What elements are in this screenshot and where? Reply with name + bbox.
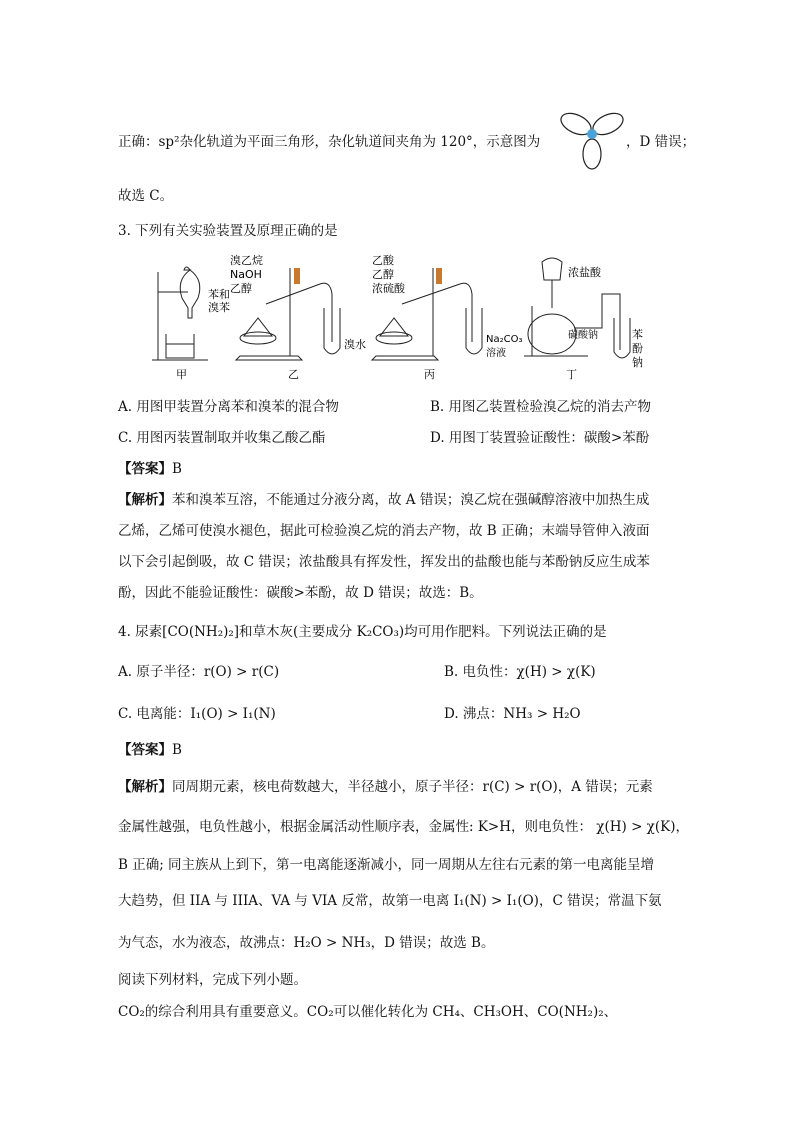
material-text: CO₂的综合利用具有重要意义。CO₂可以催化转化为 CH₄、CH₃OH、CO(NH₂)₂、: [118, 1004, 618, 1020]
yi-reagent-3: 乙醇: [230, 282, 252, 295]
q4-analysis-line-4: 大趋势，但 IIA 与 IIIA、VA 与 VIA 反常，故第一电离 I₁(N) > I₁(O)，C 错误；常温下氨: [118, 893, 662, 909]
q4-analysis-text-1: 同周期元素，核电荷数越大，半径越小，原子半径：r(C) > r(O)，A 错误；元素: [172, 779, 653, 795]
bing-reagent-2: 乙醇: [372, 268, 394, 281]
q3-answer-label: 【答案】: [118, 461, 172, 477]
q3-option-c: C. 用图丙装置制取并收集乙酸乙酯: [118, 430, 326, 446]
jia-reagent-2: 溴苯: [208, 301, 230, 314]
q2-tail-text: 正确：sp²杂化轨道为平面三角形，杂化轨道间夹角为 120°，示意图为: [118, 134, 541, 150]
q3-option-a: A. 用图甲装置分离苯和溴苯的混合物: [118, 399, 339, 415]
jia-reagent-1: 苯和: [208, 288, 230, 301]
q2-conclusion: 故选 C。: [118, 188, 174, 204]
material-intro: 阅读下列材料，完成下列小题。: [118, 972, 307, 988]
ding-tube-label-1: 苯: [632, 328, 643, 341]
q3-analysis-line-4: 酚，因此不能验证酸性：碳酸>苯酚，故 D 错误；故选：B。: [118, 585, 483, 601]
q3-analysis-line-3: 以下会引起倒吸，故 C 错误；浓盐酸具有挥发性，挥发出的盐酸也能与苯酚钠反应生成苯: [118, 554, 650, 570]
q4-option-b: B. 电负性：χ(H) > χ(K): [444, 664, 596, 680]
q3-analysis-line-2: 乙烯，乙烯可使溴水褪色，据此可检验溴乙烷的消去产物，故 B 正确；末端导管伸入液面: [118, 523, 650, 539]
q3-option-d: D. 用图丁装置验证酸性：碳酸>苯酚: [430, 430, 650, 446]
q4-answer-value: B: [172, 742, 182, 758]
q4-analysis-line-2: 金属性越强，电负性越小，根据金属活动性顺序表，金属性: K>H，则电负性： χ(H) > χ(K)，: [118, 819, 689, 835]
bing-tube-label-1: Na₂CO₃: [486, 334, 523, 345]
jia-label: 甲: [176, 368, 187, 381]
q4-analysis-line-3: B 正确; 同主族从上到下，第一电离能逐渐减小，同一周期从左往右元素的第一电离能呈增: [118, 857, 655, 873]
yi-tube-label: 溴水: [344, 338, 366, 351]
q3-analysis-line-1: [118, 488, 649, 508]
ding-tube-label-3: 钠: [632, 356, 643, 369]
q4-option-d: D. 沸点：NH₃ > H₂O: [444, 706, 581, 722]
bing-reagent-3: 浓硫酸: [372, 282, 405, 295]
ding-tube-label-2: 酚: [632, 342, 643, 355]
yi-reagent-1: 溴乙烷: [230, 254, 263, 267]
q3-answer: [118, 457, 182, 477]
q3-analysis-label: 【解析】: [118, 492, 172, 508]
bing-label: 丙: [424, 368, 435, 381]
q2-tail-after: ，D 错误；: [626, 134, 696, 150]
bing-reagent-1: 乙酸: [372, 254, 394, 267]
ding-flask-label: 碳酸钠: [568, 330, 598, 341]
ding-label: 丁: [566, 368, 577, 381]
sp2-orbital-diagram: [552, 110, 632, 170]
q4-analysis-line-5: 为气态，水为液态，故沸点：H₂O > NH₃，D 错误；故选 B。: [118, 935, 495, 951]
q3-stem: 3. 下列有关实验装置及原理正确的是: [118, 223, 338, 239]
q4-answer-label: 【答案】: [118, 742, 172, 758]
q3-analysis-text-1: 苯和溴苯互溶，不能通过分液分离，故 A 错误；溴乙烷在强碱醇溶液中加热生成: [172, 492, 650, 508]
q4-analysis-line-1: [118, 775, 653, 795]
yi-label: 乙: [288, 368, 299, 381]
q4-option-a: A. 原子半径：r(O) > r(C): [118, 664, 280, 680]
q4-stem: 4. 尿素[CO(NH₂)₂]和草木灰(主要成分 K₂CO₃)均可用作肥料。下列说法正确的是: [118, 624, 607, 640]
q4-answer: [118, 738, 182, 758]
q4-option-c: C. 电离能：I₁(O) > I₁(N): [118, 706, 276, 722]
q3-apparatus-figure: [148, 248, 658, 383]
q4-analysis-label: 【解析】: [118, 779, 172, 795]
q3-option-b: B. 用图乙装置检验溴乙烷的消去产物: [430, 399, 652, 415]
bing-tube-label-2: 溶液: [486, 348, 506, 359]
yi-reagent-2: NaOH: [230, 268, 262, 281]
q3-answer-value: B: [172, 461, 182, 477]
ding-funnel-label: 浓盐酸: [568, 266, 601, 279]
q2-tail-line: [118, 130, 540, 150]
